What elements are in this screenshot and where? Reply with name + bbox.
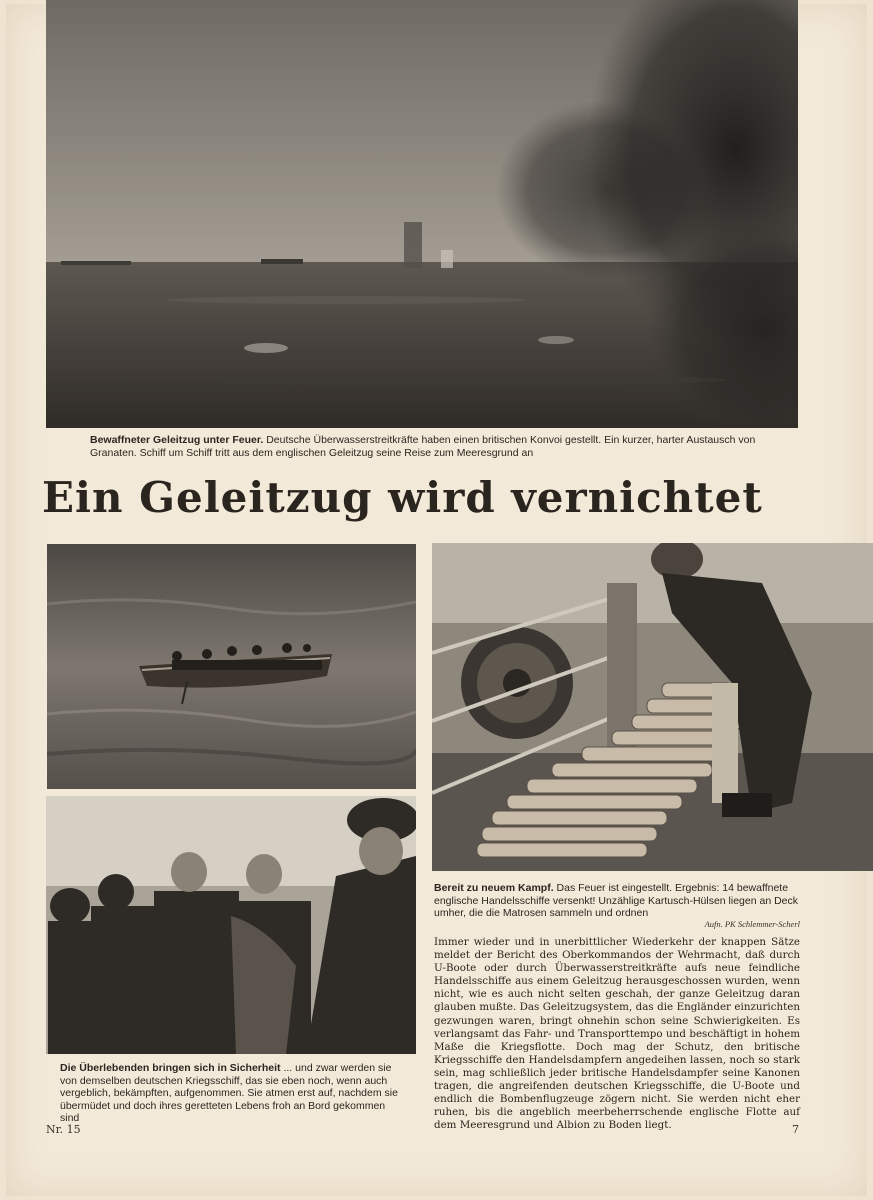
article-body: Immer wieder und in unerbittlicher Wiederkehr der knappen Sätze meldet der Bericht des Oberkommandos der Wehrmacht, daß durch U-Boote oder durch Überwasserstreitkräfte aufs neue feindliche Handelsschiffe aus einem Geleitzug herausgeschossen wurden, wenn nicht, wie es auch nicht selten geschah, der ganze Geleitzug daran glauben mußte. Das Geleitzugsystem, das die Engländer einzurichten gezwungen waren, bringt ohnehin schon seine Schwierigkeiten. Es verlangsamt das Fahr- und Transporttempo und beschäftigt in hohem Maße die Kriegsflotte. Doch mag der Schutz, den britische Kriegsschiffe den Handelsdampfern angedeihen lassen, noch so stark sein, mag schließlich jeder britische Handelsdampfer seine Kanonen tragen, die angreifenden deutschen Kriegsschiffe, die U-Boote und endlich die Bombenflugzeuge zögern nicht. Sie werden nicht eher ruhen, bis die angeblich meerbeherrschende englische Flotte auf dem Meeresgrund und Albion zu Boden liegt. bbox=[434, 936, 800, 1132]
caption-text: Das Feuer ist eingestellt. Ergebnis: 14 bewaffnete englische Handelsschiffe versenkt! Unzählige Kartusch-Hülsen liegen an Deck umher, die die Matrosen sammeln und ordnen bbox=[434, 882, 799, 919]
caption-title: Bereit zu neuem Kampf. bbox=[434, 882, 554, 894]
convoy-under-fire-photo bbox=[46, 0, 798, 428]
issue-number: Nr. 15 bbox=[46, 1123, 81, 1136]
headline: Ein Geleitzug wird vernichtet bbox=[42, 473, 763, 522]
deck-photo-caption bbox=[434, 882, 804, 920]
photo-credit: Aufn. PK Schlemmer-Scherl bbox=[704, 919, 800, 929]
page-number: 7 bbox=[792, 1123, 799, 1136]
caption-title: Bewaffneter Geleitzug unter Feuer. bbox=[90, 434, 264, 446]
deck-cartridge-cases-photo bbox=[432, 543, 873, 871]
lifeboat-photo bbox=[47, 544, 416, 789]
caption-title: Die Überlebenden bringen sich in Sicherheit bbox=[60, 1062, 281, 1074]
caption-text: Deutsche Überwasserstreitkräfte haben einen britischen Konvoi gestellt. Ein kurzer, harter Austausch von Granaten. Schiff um Schiff tritt aus dem englischen Geleitzug seine Reise zum Meeresgrund an bbox=[90, 434, 756, 459]
caption-text: ... und zwar werden sie von demselben deutschen Kriegsschiff, das sie eben noch, wenn auch vergeblich, bekämpften, aufgenommen. Sie atmen erst auf, nachdem sie übermüdet und doch ihres geretteten Lebens froh an Bord gekommen sind bbox=[60, 1062, 398, 1124]
top-photo-caption bbox=[90, 434, 790, 459]
survivors-photo-caption bbox=[60, 1062, 405, 1125]
survivors-photo bbox=[46, 796, 416, 1054]
